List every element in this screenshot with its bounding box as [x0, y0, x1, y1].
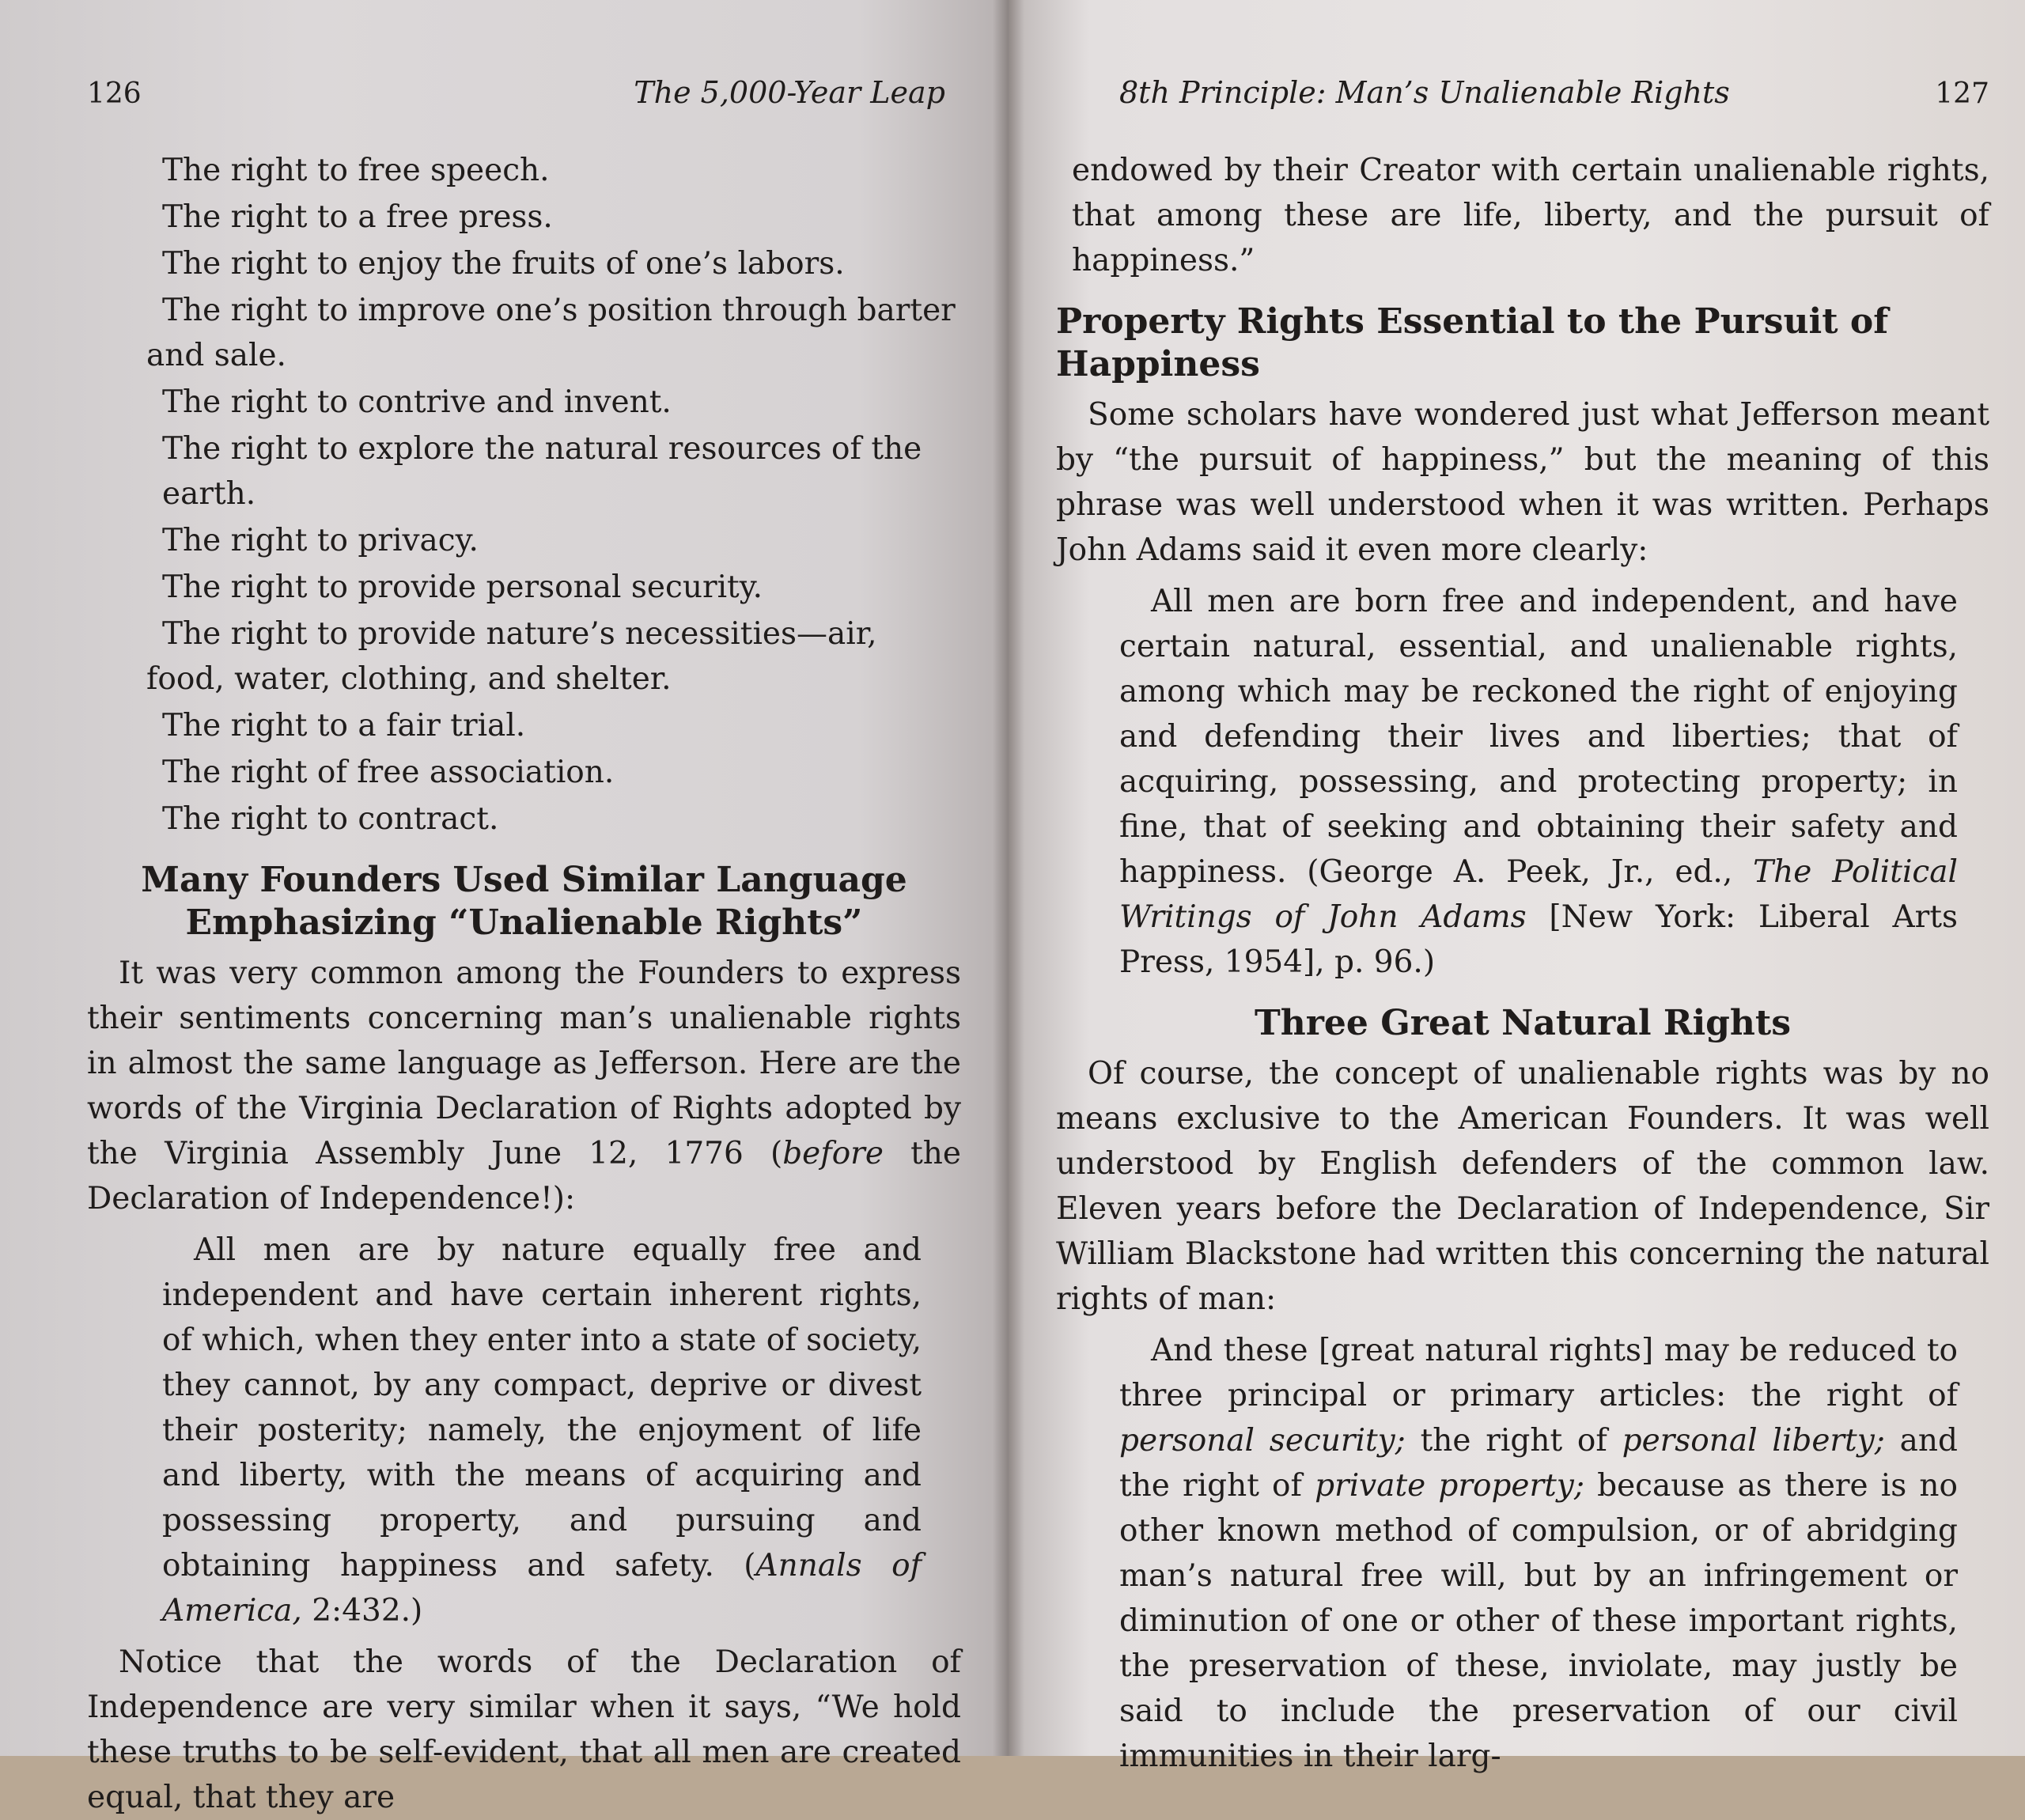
list-item: The right to contract. — [162, 801, 499, 837]
book-gutter — [993, 0, 1024, 1756]
book-title-header: The 5,000-Year Leap — [634, 75, 945, 110]
body-paragraph: endowed by their Creator with certain unalienable rights, that among these are life, liberty, and the pursuit of happiness.” — [1072, 153, 1989, 278]
quote-text: 2:432.) — [301, 1593, 423, 1629]
list-item: The right to improve one’s position through barter and sale. — [146, 293, 956, 373]
quote-text: And these [great natural rights] may be reduced to three principal or primary articles: the right of — [1119, 1333, 1958, 1413]
emphasis-text: before — [782, 1136, 884, 1171]
chapter-title-header: 8th Principle: Man’s Unalienable Rights — [1119, 75, 1730, 110]
list-item: The right to contrive and invent. — [162, 384, 672, 420]
quote-text: and the right of — [1119, 1423, 1959, 1504]
list-item: The right to a fair trial. — [162, 708, 526, 744]
list-item: The right to privacy. — [162, 523, 479, 558]
right-running-head — [1056, 75, 1989, 110]
section-heading: Three Great Natural Rights — [1254, 1003, 1792, 1043]
block-quote — [1119, 1328, 1958, 1779]
paragraph-text: the Declaration of Independence!): — [87, 1136, 961, 1216]
citation: The Political Writings of John Adams — [1119, 854, 1958, 935]
emphasis-text: personal security; — [1119, 1423, 1406, 1459]
rights-list — [87, 148, 961, 842]
body-paragraph: Notice that the words of the Declaration of Independence are very similar when it says, “We hold these truths to be self-evident, that all men are created equal, that they are — [87, 1644, 961, 1815]
body-paragraph: Of course, the concept of unalienable rights was by no means exclusive to the American Founders. It was well understood by English defenders of the common law. Eleven years before the Declaration of Independence, Sir William Blackstone had written this concerning the natural rights of man: — [1056, 1056, 1989, 1317]
page-number-left: 126 — [87, 78, 142, 110]
block-quote — [1119, 579, 1958, 985]
section-heading: Many Founders Used Similar Language Emphasizing “Unalienable Rights” — [141, 860, 907, 943]
left-running-head — [87, 75, 961, 110]
citation: Annals of America, — [162, 1548, 922, 1629]
list-item: The right of free association. — [162, 755, 615, 790]
page-number-right: 127 — [1935, 78, 1989, 110]
body-paragraph — [87, 951, 961, 1221]
emphasis-text: personal liberty; — [1622, 1423, 1885, 1459]
section-heading: Property Rights Essential to the Pursuit of Happiness — [1056, 301, 1889, 384]
list-item: The right to explore the natural resources of the earth. — [162, 431, 922, 512]
list-item: The right to enjoy the fruits of one’s labors. — [162, 246, 845, 282]
list-item: The right to provide personal security. — [162, 569, 763, 605]
list-item: The right to provide nature’s necessities—air, food, water, clothing, and shelter. — [146, 616, 877, 697]
quote-text: because as there is no other known method of compulsion, or of abridging man’s natural free will, but by an infringement or diminution of one or other of these important rights, the preservation of these, inviolate, may justly be said to include the preservation of our civil immunities in their larg- — [1119, 1468, 1958, 1774]
body-paragraph: Some scholars have wondered just what Jefferson meant by “the pursuit of happiness,” but the meaning of this phrase was well understood when it was written. Perhaps John Adams said it even more clearly: — [1056, 397, 1989, 568]
list-item: The right to a free press. — [162, 199, 553, 235]
block-quote — [162, 1228, 922, 1633]
emphasis-text: private property; — [1315, 1468, 1584, 1504]
paragraph-text: It was very common among the Founders to express their sentiments concerning man’s unalienable rights in almost the same language as Jefferson. Here are the words of the Virginia Declaration of Rights adopted by the Virginia Assembly June 12, 1776 ( — [87, 955, 961, 1171]
right-page — [1009, 0, 2025, 1774]
list-item: The right to free speech. — [162, 153, 550, 188]
quote-text: All men are by nature equally free and independent and have certain inherent rights, of which, when they enter into a state of society, they cannot, by any compact, deprive or divest their posterity; namely, the enjoyment of life and liberty, with the means of acquiring and possessing property, and pursuing and obtaining happiness and safety. ( — [162, 1232, 922, 1584]
quote-text: All men are born free and independent, and have certain natural, essential, and unalienable rights, among which may be reckoned the right of enjoying and defending their lives and liberties; that of acquiring, possessing, and protecting property; in fine, that of seeking and obtaining their safety and happiness. (George A. Peek, Jr., ed., — [1119, 584, 1958, 890]
quote-text: the right of — [1405, 1423, 1622, 1459]
quote-text: [New York: Liberal Arts Press, 1954], p. 96.) — [1119, 899, 1959, 980]
left-page — [0, 0, 1009, 1815]
